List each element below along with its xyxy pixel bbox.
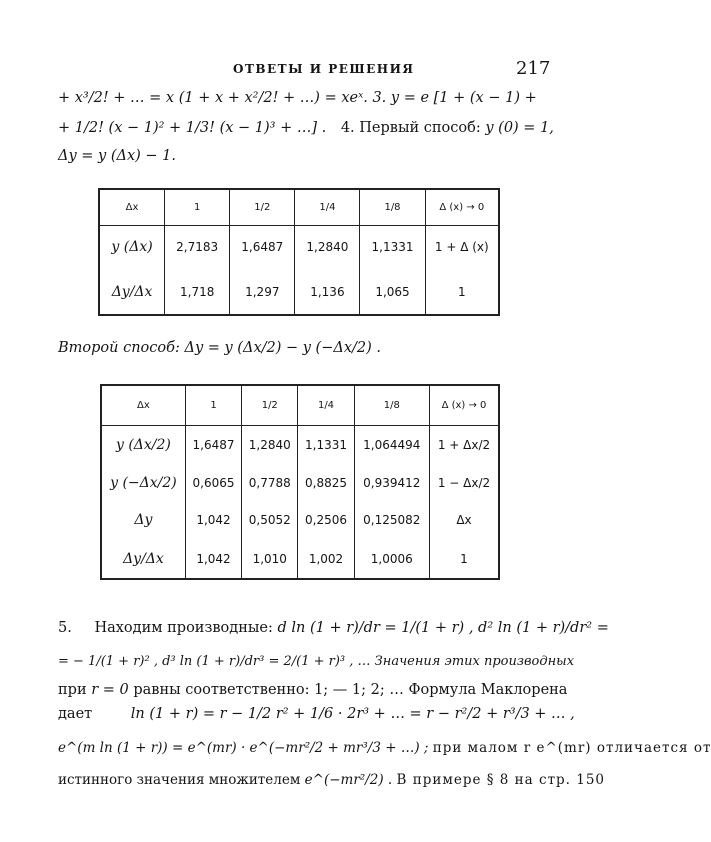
table-row: [99, 269, 499, 315]
header-cell: 1/4: [298, 385, 354, 425]
table-cell: 0,125082: [354, 501, 429, 539]
header-cell: 1/4: [295, 189, 360, 225]
second-method-line: Второй способ: Δy = y (Δx/2) − y (−Δx/2) .: [58, 340, 381, 356]
table-cell: 1: [425, 269, 499, 315]
formula-line-2: [58, 120, 554, 136]
header-cell: 1: [165, 189, 230, 225]
table-cell: 0,6065: [185, 464, 241, 502]
header-cell: 1/8: [354, 385, 429, 425]
table-row: [99, 225, 499, 269]
header-cell: 1/2: [242, 385, 298, 425]
para5-line-5: [58, 740, 711, 756]
table-second-method: [100, 384, 500, 580]
table-cell: 1,2840: [295, 225, 360, 269]
maclaurin-series: ln (1 + r) = r − 1/2 r² + 1/6 · 2r³ + … = r − r²/2 + r³/3 + … ,: [130, 706, 575, 722]
formula-line-2-expression: + 1/2! (x − 1)² + 1/3! (x − 1)³ + …] .: [58, 120, 327, 136]
header-cell: Δx: [99, 189, 165, 225]
table-cell: 1,042: [185, 539, 241, 579]
table-cell: 1 + Δ (x): [425, 225, 499, 269]
values-text: равны соответственно: 1; — 1; 2; … Формула Маклорена: [133, 682, 568, 698]
table-cell: 1,064494: [354, 425, 429, 464]
table-cell: 0,8825: [298, 464, 354, 502]
table-cell: 1,002: [298, 539, 354, 579]
table-header-row: [99, 189, 499, 225]
table-cell: 0,2506: [298, 501, 354, 539]
row-label: y (−Δx/2): [110, 474, 177, 491]
formula-line-3: Δy = y (Δx) − 1.: [58, 148, 176, 164]
header-cell: Δx: [101, 385, 185, 425]
item-number-4: 4.: [340, 120, 355, 136]
table-cell: 2,7183: [165, 225, 230, 269]
para5-line-1: [58, 620, 609, 636]
table-cell: 1,718: [165, 269, 230, 315]
row-label: y (Δx/2): [115, 436, 171, 453]
running-title: ОТВЕТЫ И РЕШЕНИЯ: [233, 62, 415, 76]
initial-value: y (0) = 1,: [485, 120, 554, 136]
header-cell: Δ (x) → 0: [429, 385, 499, 425]
example-reference: В примере § 8 на стр. 150: [396, 772, 606, 788]
table-cell: 1,297: [230, 269, 295, 315]
para5-line-3: [58, 682, 567, 698]
r-equals-zero: r = 0: [91, 682, 129, 698]
table-cell: 1,042: [185, 501, 241, 539]
first-derivative-formula: d ln (1 + r)/dr = 1/(1 + r) , d² ln (1 + r)/dr² =: [277, 620, 609, 636]
gives-word: дает: [58, 706, 93, 722]
header-cell: 1/2: [230, 189, 295, 225]
table-cell: 1,1331: [360, 225, 425, 269]
derivatives-intro: Находим производные:: [94, 620, 273, 636]
table-header-row: [101, 385, 499, 425]
row-label: y (Δx): [111, 239, 153, 256]
page-header: [0, 58, 600, 82]
para5-line-6: [58, 772, 605, 788]
table-cell: 1 + Δx/2: [429, 425, 499, 464]
table-cell: 1,2840: [242, 425, 298, 464]
exponential-product: e^(m ln (1 + r)) = e^(mr) · e^(−mr²/2 + mr³/3 + …) ;: [58, 740, 429, 756]
table-cell: 1,010: [242, 539, 298, 579]
formula-line-1: + x³/2! + … = x (1 + x + x²/2! + …) = xeˣ. 3. y = e [1 + (x − 1) +: [58, 90, 537, 106]
header-cell: 1: [185, 385, 241, 425]
at-word: при: [58, 682, 87, 698]
header-cell: 1/8: [360, 189, 425, 225]
true-value-text: истинного значения множителем: [58, 772, 301, 788]
table-row: [101, 539, 499, 579]
table-cell: 1,136: [295, 269, 360, 315]
table-cell: 1,1331: [298, 425, 354, 464]
para5-line-2: = − 1/(1 + r)² , d³ ln (1 + r)/dr³ = 2/(1 + r)³ , … Значения этих производных: [58, 654, 575, 669]
table-cell: 1: [429, 539, 499, 579]
table-cell: 1,6487: [230, 225, 295, 269]
para5-line-4: [58, 706, 575, 722]
row-label: Δy/Δx: [111, 283, 153, 300]
header-cell: Δ (x) → 0: [425, 189, 499, 225]
table-first-method: [98, 188, 500, 316]
table-cell: 1,0006: [354, 539, 429, 579]
item-number-5: 5.: [58, 620, 72, 636]
table-cell: 1 − Δx/2: [429, 464, 499, 502]
table-cell: 1,065: [360, 269, 425, 315]
table-cell: 0,939412: [354, 464, 429, 502]
table-cell: Δx: [429, 501, 499, 539]
table-row: [101, 501, 499, 539]
table-row: [101, 464, 499, 502]
row-label: Δy/Δx: [123, 550, 164, 567]
table-row: [101, 425, 499, 464]
first-method-label: Первый способ:: [359, 120, 481, 136]
table-cell: 0,7788: [242, 464, 298, 502]
table-cell: 0,5052: [242, 501, 298, 539]
table-cell: 1,6487: [185, 425, 241, 464]
row-label: Δy: [134, 512, 153, 529]
small-r-text: при малом r e^(mr) отличается от: [432, 740, 711, 756]
correction-factor: e^(−mr²/2) .: [304, 772, 393, 788]
page-number: 217: [516, 58, 551, 79]
